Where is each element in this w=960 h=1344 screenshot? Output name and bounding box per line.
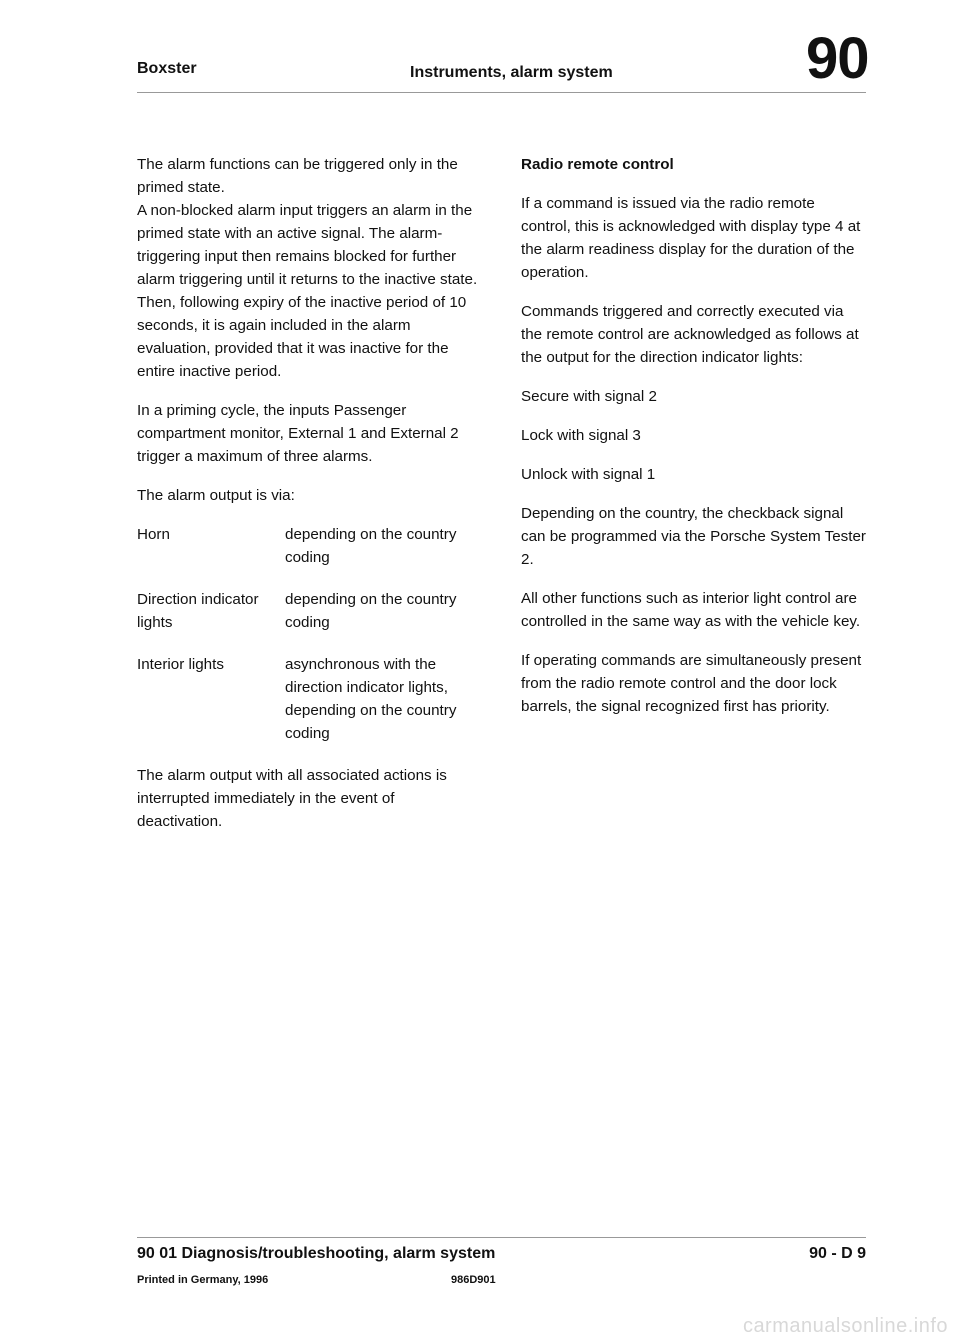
paragraph: The alarm output with all associated actions is interrupted immediately in the event of deactivation. (137, 767, 447, 830)
header-divider (137, 92, 866, 93)
document-code: 986D901 (451, 1274, 496, 1286)
paragraph: If a command is issued via the radio remote control, this is acknowledged with display type 4 at the alarm readiness display for the duration of the operation. (521, 195, 861, 281)
signal-item: Unlock with signal 1 (521, 466, 656, 483)
paragraph: Commands triggered and correctly executed via the remote control are acknowledged as follows at the output for the direction indicator lights: (521, 303, 859, 366)
watermark: carmanualsonline.info (742, 1315, 948, 1337)
section-heading: Radio remote control (521, 156, 674, 173)
alarm-output-label: Interior lights (137, 656, 224, 673)
alarm-output-value: asynchronous with the direction indicator lights, depending on the country coding (285, 656, 457, 742)
paragraph: If operating commands are simultaneously present from the radio remote control and the door lock barrels, the signal recognized first has priority. (521, 652, 862, 715)
header-section-number: 90 (806, 26, 869, 91)
header-model: Boxster (137, 60, 197, 77)
paragraph: The alarm functions can be triggered only in the primed state. (137, 156, 458, 196)
signal-item: Lock with signal 3 (521, 427, 641, 444)
paragraph: A non-blocked alarm input triggers an alarm in the primed state with an active signal. The alarm-triggering input then remains blocked for further alarm triggering until it returns to the inactive state. Then, following expiry of the inactive period of 10 seconds, it is again included in the alarm evaluation, provided that it was inactive for the entire inactive period. (137, 202, 478, 380)
paragraph: In a priming cycle, the inputs Passenger compartment monitor, External 1 and External 2 trigger a maximum of three alarms. (137, 402, 459, 465)
alarm-output-row (137, 653, 482, 745)
right-column (521, 153, 866, 734)
paragraph: Depending on the country, the checkback signal can be programmed via the Porsche System Tester 2. (521, 505, 866, 568)
page-number: 90 - D 9 (809, 1245, 866, 1262)
header-section-title: Instruments, alarm system (410, 64, 613, 81)
signal-item: Secure with signal 2 (521, 388, 657, 405)
left-column (137, 153, 482, 849)
footer-divider (137, 1237, 866, 1238)
alarm-output-label: Horn (137, 526, 170, 543)
print-info: Printed in Germany, 1996 (137, 1274, 269, 1286)
alarm-output-row (137, 523, 482, 569)
alarm-output-label: Direction indicator lights (137, 591, 259, 631)
paragraph: All other functions such as interior light control are controlled in the same way as with the vehicle key. (521, 590, 861, 630)
footer-title: 90 01 Diagnosis/troubleshooting, alarm system (137, 1245, 496, 1262)
alarm-output-row (137, 588, 482, 634)
alarm-output-value: depending on the country coding (285, 591, 457, 631)
alarm-output-value: depending on the country coding (285, 526, 457, 566)
paragraph: The alarm output is via: (137, 487, 295, 504)
